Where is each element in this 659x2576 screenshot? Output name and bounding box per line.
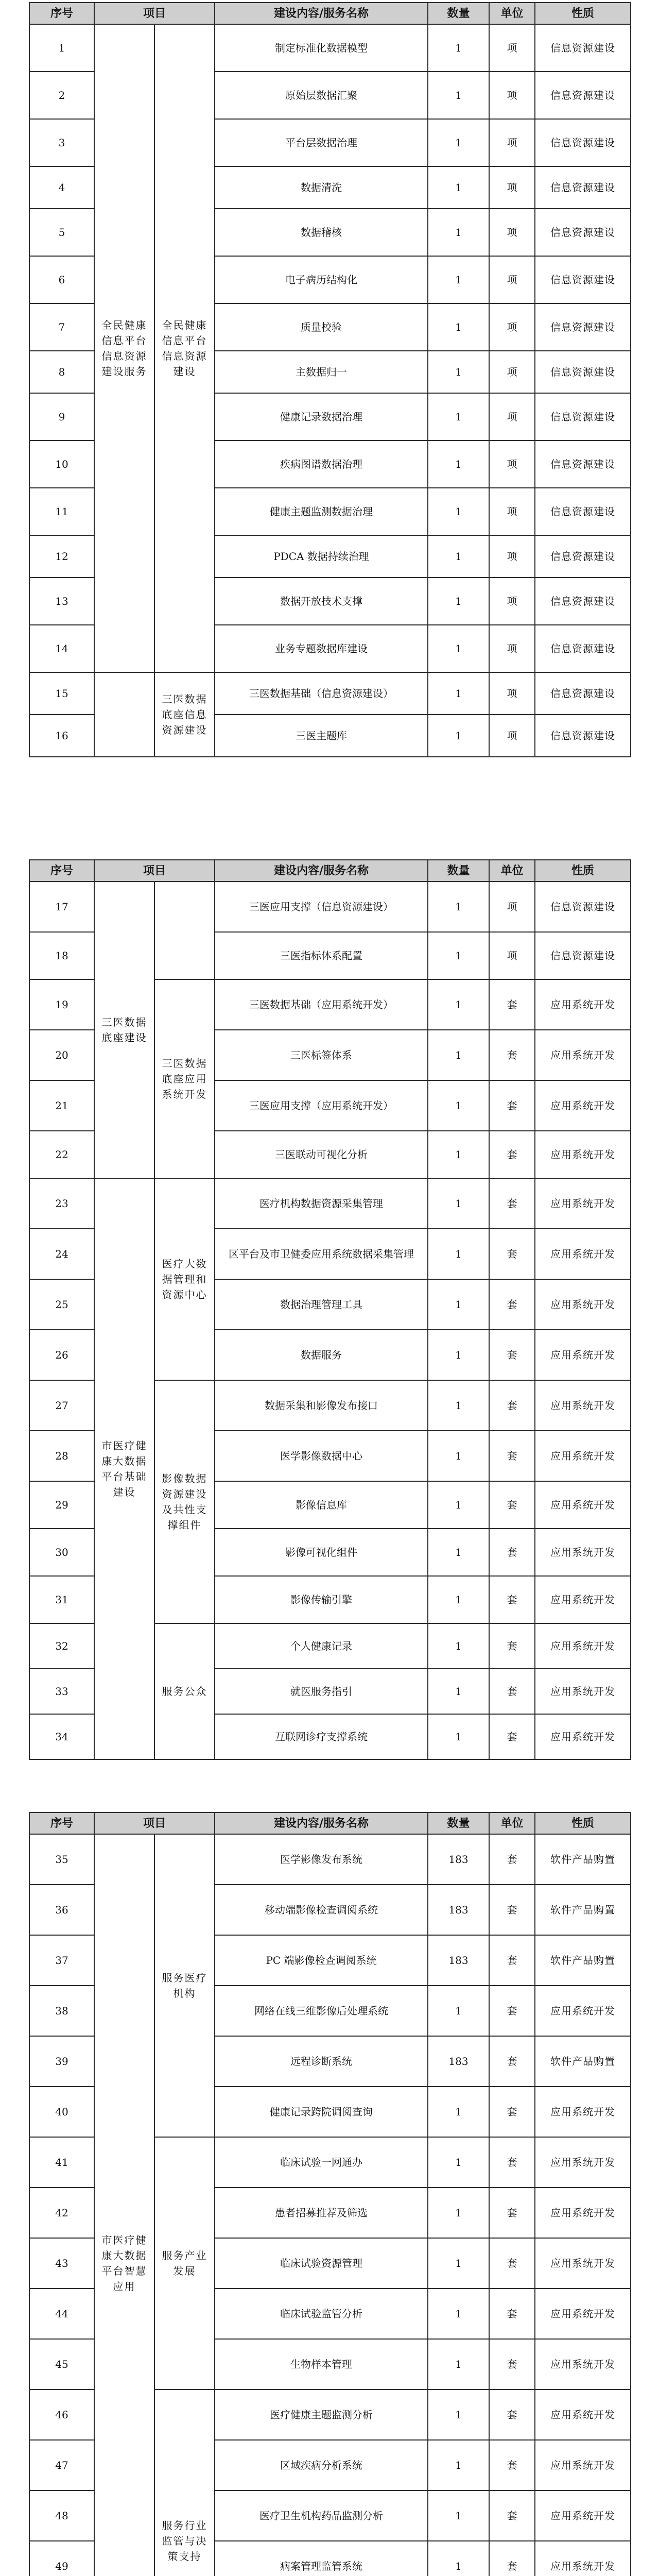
header-seq: 序号 (29, 3, 94, 24)
nature: 应用系统开发 (535, 979, 631, 1030)
row-number: 25 (29, 1279, 94, 1330)
nature: 应用系统开发 (535, 2137, 631, 2188)
unit: 套 (489, 1279, 535, 1330)
row-number: 48 (29, 2490, 94, 2541)
nature: 应用系统开发 (535, 2339, 631, 2389)
nature: 信息资源建设 (535, 72, 631, 119)
unit: 项 (489, 351, 535, 393)
row-number: 6 (29, 256, 94, 303)
service-name: 数据服务 (215, 1330, 428, 1380)
service-name: 平台层数据治理 (215, 119, 428, 166)
quantity: 1 (428, 2289, 489, 2339)
service-name: 移动端影像检查调阅系统 (215, 1885, 428, 1935)
row-number: 46 (29, 2389, 94, 2440)
nature: 软件产品购置 (535, 1935, 631, 1986)
service-name: 三医数据基础（信息资源建设） (215, 672, 428, 715)
unit: 套 (489, 2036, 535, 2087)
row-number: 32 (29, 1623, 94, 1669)
row-number: 33 (29, 1669, 94, 1714)
quantity: 1 (428, 715, 489, 757)
nature: 软件产品购置 (535, 1885, 631, 1935)
construction-table-part-1 (29, 2, 631, 757)
quantity: 183 (428, 1834, 489, 1885)
row-number: 15 (29, 672, 94, 715)
unit: 套 (489, 1229, 535, 1279)
table-row (29, 24, 631, 72)
header-qty: 数量 (428, 860, 489, 882)
service-name: 三医应用支撑（应用系统开发） (215, 1080, 428, 1131)
nature: 应用系统开发 (535, 1481, 631, 1529)
table-row (29, 882, 631, 932)
project-category: 三医数据底座建设 (94, 882, 154, 1178)
unit: 项 (489, 882, 535, 932)
row-number: 31 (29, 1576, 94, 1623)
quantity: 1 (428, 24, 489, 72)
service-name: 制定标准化数据模型 (215, 24, 428, 72)
unit: 项 (489, 393, 535, 440)
unit: 项 (489, 303, 535, 351)
row-number: 23 (29, 1178, 94, 1229)
unit: 套 (489, 979, 535, 1030)
quantity: 1 (428, 1623, 489, 1669)
service-name: 三医联动可视化分析 (215, 1131, 428, 1178)
quantity: 1 (428, 1481, 489, 1529)
unit: 项 (489, 488, 535, 535)
nature: 应用系统开发 (535, 2541, 631, 2576)
row-number: 35 (29, 1834, 94, 1885)
header-content: 建设内容/服务名称 (215, 860, 428, 882)
nature: 信息资源建设 (535, 303, 631, 351)
service-name: 网络在线三维影像后处理系统 (215, 1986, 428, 2036)
unit: 项 (489, 24, 535, 72)
row-number: 29 (29, 1481, 94, 1529)
service-name: 健康记录跨院调阅查询 (215, 2087, 428, 2137)
row-number: 8 (29, 351, 94, 393)
service-name: 区平台及市卫健委应用系统数据采集管理 (215, 1229, 428, 1279)
service-name: PC 端影像检查调阅系统 (215, 1935, 428, 1986)
nature: 信息资源建设 (535, 578, 631, 625)
service-name: 原始层数据汇聚 (215, 72, 428, 119)
row-number: 39 (29, 2036, 94, 2087)
unit: 套 (489, 2339, 535, 2389)
unit: 套 (489, 2490, 535, 2541)
service-name: 业务专题数据库建设 (215, 625, 428, 672)
header-unit: 单位 (489, 3, 535, 24)
row-number: 16 (29, 715, 94, 757)
unit: 套 (489, 1380, 535, 1431)
service-name: 三医标签体系 (215, 1030, 428, 1080)
nature: 信息资源建设 (535, 672, 631, 715)
service-name: 影像可视化组件 (215, 1529, 428, 1576)
quantity: 1 (428, 625, 489, 672)
nature: 应用系统开发 (535, 1576, 631, 1623)
service-name: 健康主题监测数据治理 (215, 488, 428, 535)
header-content: 建设内容/服务名称 (215, 1812, 428, 1834)
project-subcategory: 全民健康信息平台信息资源建设 (154, 24, 215, 672)
nature: 应用系统开发 (535, 1431, 631, 1481)
unit: 套 (489, 2440, 535, 2490)
nature: 应用系统开发 (535, 1080, 631, 1131)
unit: 项 (489, 932, 535, 979)
header-qty: 数量 (428, 1812, 489, 1834)
quantity: 1 (428, 393, 489, 440)
nature: 应用系统开发 (535, 1714, 631, 1759)
nature: 信息资源建设 (535, 393, 631, 440)
header-unit: 单位 (489, 860, 535, 882)
row-number: 17 (29, 882, 94, 932)
unit: 套 (489, 1131, 535, 1178)
nature: 信息资源建设 (535, 440, 631, 488)
quantity: 1 (428, 882, 489, 932)
quantity: 1 (428, 1080, 489, 1131)
unit: 套 (489, 1986, 535, 2036)
row-number: 36 (29, 1885, 94, 1935)
quantity: 1 (428, 979, 489, 1030)
table-header-row (29, 860, 631, 882)
service-name: 数据治理管理工具 (215, 1279, 428, 1330)
row-number: 44 (29, 2289, 94, 2339)
header-unit: 单位 (489, 1812, 535, 1834)
service-name: 就医服务指引 (215, 1669, 428, 1714)
service-name: 主数据归一 (215, 351, 428, 393)
header-project: 项目 (94, 1812, 215, 1834)
project-subcategory: 服务行业监管与决策支持 (154, 2389, 215, 2576)
unit: 套 (489, 1834, 535, 1885)
unit: 项 (489, 166, 535, 209)
nature: 应用系统开发 (535, 1669, 631, 1714)
service-name: 影像信息库 (215, 1481, 428, 1529)
service-name: 互联网诊疗支撑系统 (215, 1714, 428, 1759)
quantity: 1 (428, 1714, 489, 1759)
unit: 项 (489, 440, 535, 488)
quantity: 1 (428, 672, 489, 715)
quantity: 1 (428, 2087, 489, 2137)
service-name: 数据稽核 (215, 209, 428, 256)
unit: 套 (489, 1030, 535, 1080)
nature: 应用系统开发 (535, 1229, 631, 1279)
row-number: 7 (29, 303, 94, 351)
service-name: 区域疾病分析系统 (215, 2440, 428, 2490)
quantity: 183 (428, 1935, 489, 1986)
service-name: 医学影像发布系统 (215, 1834, 428, 1885)
project-subcategory: 影像数据资源建设及共性支撑组件 (154, 1380, 215, 1623)
service-name: PDCA 数据持续治理 (215, 535, 428, 578)
nature: 应用系统开发 (535, 1178, 631, 1229)
quantity: 1 (428, 209, 489, 256)
header-qty: 数量 (428, 3, 489, 24)
nature: 应用系统开发 (535, 2087, 631, 2137)
quantity: 1 (428, 2137, 489, 2188)
header-nature: 性质 (535, 3, 631, 24)
unit: 套 (489, 2238, 535, 2289)
row-number: 43 (29, 2238, 94, 2289)
row-number: 30 (29, 1529, 94, 1576)
nature: 应用系统开发 (535, 2188, 631, 2238)
nature: 信息资源建设 (535, 535, 631, 578)
row-number: 47 (29, 2440, 94, 2490)
row-number: 14 (29, 625, 94, 672)
unit: 项 (489, 119, 535, 166)
nature: 应用系统开发 (535, 2389, 631, 2440)
row-number: 13 (29, 578, 94, 625)
quantity: 1 (428, 578, 489, 625)
quantity: 1 (428, 1030, 489, 1080)
service-name: 个人健康记录 (215, 1623, 428, 1669)
unit: 套 (489, 2087, 535, 2137)
service-name: 电子病历结构化 (215, 256, 428, 303)
project-category: 市医疗健康大数据平台基础建设 (94, 1178, 154, 1759)
unit: 套 (489, 1529, 535, 1576)
header-nature: 性质 (535, 1812, 631, 1834)
quantity: 1 (428, 1330, 489, 1380)
quantity: 1 (428, 1178, 489, 1229)
quantity: 183 (428, 2036, 489, 2087)
service-name: 健康记录数据治理 (215, 393, 428, 440)
nature: 信息资源建设 (535, 488, 631, 535)
row-number: 3 (29, 119, 94, 166)
nature: 软件产品购置 (535, 2036, 631, 2087)
table-header-row (29, 3, 631, 24)
project-subcategory: 三医数据底座应用系统开发 (154, 979, 215, 1178)
nature: 应用系统开发 (535, 1529, 631, 1576)
service-name: 三医数据基础（应用系统开发） (215, 979, 428, 1030)
project-category (94, 672, 154, 757)
quantity: 1 (428, 440, 489, 488)
nature: 信息资源建设 (535, 209, 631, 256)
row-number: 21 (29, 1080, 94, 1131)
unit: 套 (489, 1080, 535, 1131)
row-number: 26 (29, 1330, 94, 1380)
unit: 套 (489, 1623, 535, 1669)
quantity: 1 (428, 1380, 489, 1431)
service-name: 医疗机构数据资源采集管理 (215, 1178, 428, 1229)
row-number: 18 (29, 932, 94, 979)
nature: 应用系统开发 (535, 2440, 631, 2490)
row-number: 12 (29, 535, 94, 578)
row-number: 37 (29, 1935, 94, 1986)
project-category: 全民健康信息平台信息资源建设服务 (94, 24, 154, 672)
quantity: 1 (428, 1576, 489, 1623)
nature: 信息资源建设 (535, 119, 631, 166)
row-number: 38 (29, 1986, 94, 2036)
construction-table-part-3 (29, 1812, 631, 2576)
header-project: 项目 (94, 860, 215, 882)
row-number: 28 (29, 1431, 94, 1481)
row-number: 9 (29, 393, 94, 440)
service-name: 三医指标体系配置 (215, 932, 428, 979)
project-subcategory (154, 882, 215, 979)
nature: 应用系统开发 (535, 1279, 631, 1330)
unit: 项 (489, 209, 535, 256)
row-number: 22 (29, 1131, 94, 1178)
unit: 项 (489, 72, 535, 119)
row-number: 41 (29, 2137, 94, 2188)
row-number: 1 (29, 24, 94, 72)
header-project: 项目 (94, 3, 215, 24)
service-name: 临床试验一网通办 (215, 2137, 428, 2188)
header-content: 建设内容/服务名称 (215, 3, 428, 24)
nature: 信息资源建设 (535, 625, 631, 672)
quantity: 1 (428, 2440, 489, 2490)
quantity: 1 (428, 1279, 489, 1330)
unit: 项 (489, 625, 535, 672)
unit: 套 (489, 2541, 535, 2576)
unit: 项 (489, 672, 535, 715)
quantity: 183 (428, 1885, 489, 1935)
unit: 套 (489, 1481, 535, 1529)
unit: 套 (489, 2289, 535, 2339)
nature: 应用系统开发 (535, 1380, 631, 1431)
unit: 项 (489, 256, 535, 303)
service-name: 数据清洗 (215, 166, 428, 209)
service-name: 影像传输引擎 (215, 1576, 428, 1623)
unit: 项 (489, 578, 535, 625)
unit: 套 (489, 2389, 535, 2440)
project-subcategory: 服务公众 (154, 1623, 215, 1759)
row-number: 40 (29, 2087, 94, 2137)
nature: 应用系统开发 (535, 1131, 631, 1178)
row-number: 19 (29, 979, 94, 1030)
service-name: 远程诊断系统 (215, 2036, 428, 2087)
row-number: 27 (29, 1380, 94, 1431)
row-number: 49 (29, 2541, 94, 2576)
project-category: 市医疗健康大数据平台智慧应用 (94, 1834, 154, 2576)
header-seq: 序号 (29, 1812, 94, 1834)
service-name: 数据开放技术支撑 (215, 578, 428, 625)
construction-table-part-2 (29, 859, 631, 1760)
nature: 应用系统开发 (535, 1623, 631, 1669)
service-name: 临床试验监管分析 (215, 2289, 428, 2339)
service-name: 医疗卫生机构药品监测分析 (215, 2490, 428, 2541)
service-name: 患者招募推荐及筛选 (215, 2188, 428, 2238)
header-nature: 性质 (535, 860, 631, 882)
quantity: 1 (428, 932, 489, 979)
service-name: 质量校验 (215, 303, 428, 351)
row-number: 11 (29, 488, 94, 535)
nature: 软件产品购置 (535, 1834, 631, 1885)
quantity: 1 (428, 351, 489, 393)
header-seq: 序号 (29, 860, 94, 882)
row-number: 34 (29, 1714, 94, 1759)
quantity: 1 (428, 2389, 489, 2440)
quantity: 1 (428, 488, 489, 535)
quantity: 1 (428, 166, 489, 209)
nature: 信息资源建设 (535, 256, 631, 303)
service-name: 数据采集和影像发布接口 (215, 1380, 428, 1431)
unit: 套 (489, 1885, 535, 1935)
unit: 套 (489, 1935, 535, 1986)
row-number: 45 (29, 2339, 94, 2389)
service-name: 医学影像数据中心 (215, 1431, 428, 1481)
row-number: 5 (29, 209, 94, 256)
quantity: 1 (428, 2238, 489, 2289)
quantity: 1 (428, 2339, 489, 2389)
table-row (29, 672, 631, 715)
quantity: 1 (428, 119, 489, 166)
nature: 应用系统开发 (535, 2238, 631, 2289)
nature: 应用系统开发 (535, 1986, 631, 2036)
table-row (29, 1834, 631, 1885)
project-subcategory: 服务医疗机构 (154, 1834, 215, 2137)
nature: 信息资源建设 (535, 166, 631, 209)
row-number: 42 (29, 2188, 94, 2238)
quantity: 1 (428, 72, 489, 119)
unit: 项 (489, 715, 535, 757)
nature: 信息资源建设 (535, 351, 631, 393)
row-number: 24 (29, 1229, 94, 1279)
service-name: 生物样本管理 (215, 2339, 428, 2389)
service-name: 三医应用支撑（信息资源建设） (215, 882, 428, 932)
service-name: 临床试验资源管理 (215, 2238, 428, 2289)
row-number: 20 (29, 1030, 94, 1080)
row-number: 10 (29, 440, 94, 488)
project-subcategory: 医疗大数据管理和资源中心 (154, 1178, 215, 1380)
quantity: 1 (428, 1431, 489, 1481)
quantity: 1 (428, 1131, 489, 1178)
quantity: 1 (428, 2188, 489, 2238)
service-name: 疾病图谱数据治理 (215, 440, 428, 488)
unit: 套 (489, 1178, 535, 1229)
quantity: 1 (428, 303, 489, 351)
unit: 项 (489, 535, 535, 578)
project-subcategory: 三医数据底座信息资源建设 (154, 672, 215, 757)
nature: 应用系统开发 (535, 1330, 631, 1380)
nature: 信息资源建设 (535, 882, 631, 932)
unit: 套 (489, 1330, 535, 1380)
nature: 信息资源建设 (535, 715, 631, 757)
row-number: 2 (29, 72, 94, 119)
table-header-row (29, 1812, 631, 1834)
quantity: 1 (428, 1229, 489, 1279)
row-number: 4 (29, 166, 94, 209)
nature: 应用系统开发 (535, 2289, 631, 2339)
quantity: 1 (428, 1986, 489, 2036)
unit: 套 (489, 1431, 535, 1481)
quantity: 1 (428, 2490, 489, 2541)
service-name: 三医主题库 (215, 715, 428, 757)
quantity: 1 (428, 1669, 489, 1714)
project-subcategory: 服务产业发展 (154, 2137, 215, 2389)
table-row (29, 1178, 631, 1229)
quantity: 1 (428, 2541, 489, 2576)
unit: 套 (489, 2137, 535, 2188)
quantity: 1 (428, 1529, 489, 1576)
unit: 套 (489, 2188, 535, 2238)
quantity: 1 (428, 256, 489, 303)
nature: 应用系统开发 (535, 1030, 631, 1080)
unit: 套 (489, 1576, 535, 1623)
nature: 应用系统开发 (535, 2490, 631, 2541)
unit: 套 (489, 1669, 535, 1714)
nature: 信息资源建设 (535, 24, 631, 72)
unit: 套 (489, 1714, 535, 1759)
quantity: 1 (428, 535, 489, 578)
service-name: 病案管理监管系统 (215, 2541, 428, 2576)
service-name: 医疗健康主题监测分析 (215, 2389, 428, 2440)
nature: 信息资源建设 (535, 932, 631, 979)
